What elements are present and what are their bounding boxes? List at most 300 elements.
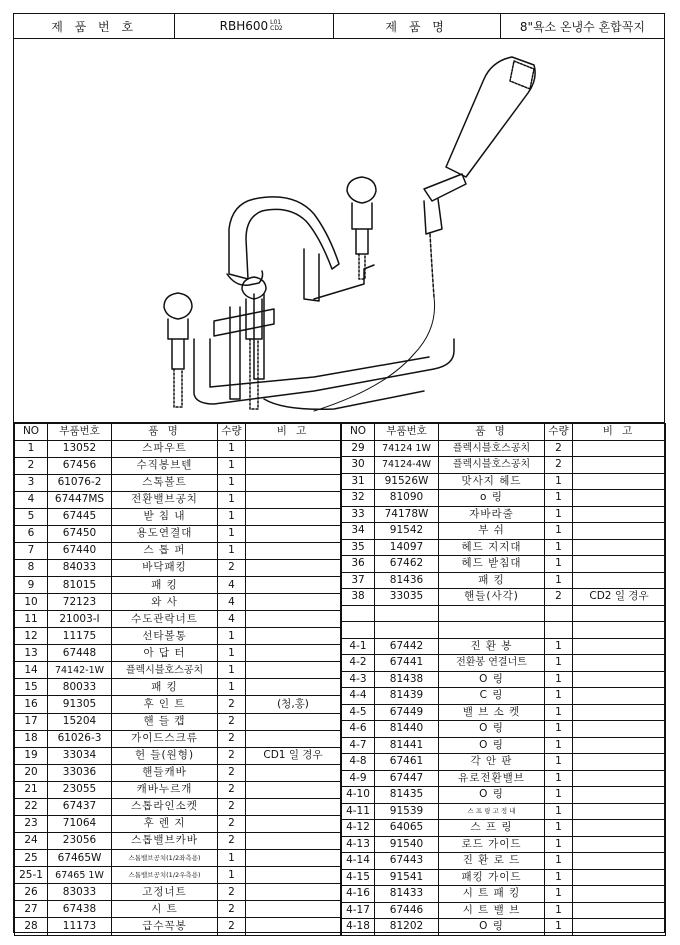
cell-part-no: 23055 <box>48 781 112 798</box>
title-block <box>14 14 664 39</box>
table-row <box>342 853 666 870</box>
table-row <box>15 611 341 628</box>
right-stop-valve <box>347 177 376 279</box>
cell-qty: 1 <box>545 572 573 589</box>
table-row <box>15 798 341 815</box>
cell-qty: 1 <box>218 440 246 457</box>
table-row <box>15 764 341 781</box>
cell-part-no: 81435 <box>375 787 439 804</box>
cell-qty <box>545 622 573 639</box>
cell-no: 4-13 <box>342 836 375 853</box>
table-row <box>342 869 666 886</box>
cell-qty: 1 <box>545 638 573 655</box>
cell-part-no: 67456 <box>48 457 112 474</box>
cell-remark <box>246 884 341 901</box>
cell-remark <box>573 523 666 540</box>
cell-name: 패 킹 <box>112 679 218 696</box>
cell-name: 스 프 링 고 정 내 <box>439 803 545 820</box>
table-row <box>342 440 666 457</box>
cell-qty: 1 <box>545 902 573 919</box>
cell-no: 29 <box>342 440 375 457</box>
cell-name: 헌 들(원형) <box>112 747 218 764</box>
exploded-view-drawing <box>14 39 664 423</box>
cell-name: 스파우트 <box>112 440 218 457</box>
cell-name: 받 침 내 <box>112 508 218 525</box>
table-row <box>342 556 666 573</box>
cell-remark <box>573 473 666 490</box>
cell-name: 용도연결대 <box>112 525 218 542</box>
cell-part-no: 33035 <box>375 589 439 606</box>
cell-no: 24 <box>15 832 48 849</box>
cell-no: 4-15 <box>342 869 375 886</box>
cell-qty: 2 <box>218 918 246 935</box>
cell-remark <box>246 611 341 628</box>
table-row <box>15 781 341 798</box>
cell-part-no: 74178W <box>375 506 439 523</box>
cell-part-no: 81438 <box>375 671 439 688</box>
cell-qty: 2 <box>218 764 246 781</box>
parts-sheet <box>13 13 665 933</box>
cell-part-no: 80033 <box>48 679 112 696</box>
cell-remark <box>246 440 341 457</box>
cell-part-no: 64065 <box>375 820 439 837</box>
cell-name: 고정너트 <box>112 884 218 901</box>
cell-qty: 1 <box>218 525 246 542</box>
cell-name: 핸 들 캡 <box>112 713 218 730</box>
cell-no: 12 <box>15 628 48 645</box>
cell-part-no: 13052 <box>48 440 112 457</box>
cell-no: 1 <box>15 440 48 457</box>
col-name: 품 명 <box>112 424 218 441</box>
cell-name: 와 사 <box>112 594 218 611</box>
cell-remark <box>246 628 341 645</box>
cell-remark <box>573 655 666 672</box>
cell-no: 4-3 <box>342 671 375 688</box>
table-header-row <box>15 424 341 441</box>
cell-part-no: 67441 <box>375 655 439 672</box>
table-row <box>15 867 341 884</box>
cell-remark <box>573 622 666 639</box>
cell-remark <box>573 770 666 787</box>
cell-no: 28 <box>15 918 48 935</box>
cell-qty: 1 <box>545 803 573 820</box>
cell-name: 스 프 링 <box>439 820 545 837</box>
cell-remark <box>573 688 666 705</box>
cell-part-no: 81090 <box>375 490 439 507</box>
cell-name: 로드 가이드 <box>439 836 545 853</box>
cell-remark <box>573 506 666 523</box>
cell-remark <box>246 594 341 611</box>
cell-qty: 2 <box>218 559 246 576</box>
table-row <box>15 815 341 832</box>
cell-no: 4-9 <box>342 770 375 787</box>
cell-no: 4-8 <box>342 754 375 771</box>
table-row <box>15 832 341 849</box>
cell-no: 37 <box>342 572 375 589</box>
table-row <box>15 747 341 764</box>
cell-qty: 4 <box>218 611 246 628</box>
cell-no: 4-11 <box>342 803 375 820</box>
cell-name: 자바라줄 <box>439 506 545 523</box>
cell-part-no: 74142-1W <box>48 662 112 679</box>
cell-qty: 2 <box>218 901 246 918</box>
cell-remark <box>246 901 341 918</box>
cell-part-no: 67438 <box>48 901 112 918</box>
cell-remark <box>573 457 666 474</box>
cell-no: 4 <box>15 491 48 508</box>
table-row <box>342 820 666 837</box>
cell-part-no: 33034 <box>48 747 112 764</box>
cell-remark <box>573 671 666 688</box>
cell-name: 아 답 터 <box>112 645 218 662</box>
table-row <box>15 679 341 696</box>
table-row <box>15 884 341 901</box>
cell-remark <box>573 902 666 919</box>
cell-part-no: 81202 <box>375 919 439 936</box>
cell-qty: 2 <box>218 781 246 798</box>
table-row <box>15 662 341 679</box>
cell-qty: 1 <box>545 787 573 804</box>
cell-part-no: 81433 <box>375 886 439 903</box>
cell-qty: 2 <box>218 696 246 713</box>
table-row <box>342 638 666 655</box>
cell-qty: 2 <box>218 747 246 764</box>
cell-no: 2 <box>15 457 48 474</box>
cell-remark <box>573 721 666 738</box>
table-row <box>15 542 341 559</box>
cell-remark <box>246 679 341 696</box>
table-row <box>15 850 341 867</box>
cell-remark: CD2 일 경우 <box>573 589 666 606</box>
cell-qty: 1 <box>218 867 246 884</box>
table-row <box>15 730 341 747</box>
cell-qty: 1 <box>545 886 573 903</box>
cell-qty: 1 <box>545 671 573 688</box>
cell-remark <box>573 704 666 721</box>
cell-no: 4-5 <box>342 704 375 721</box>
cell-qty: 1 <box>545 490 573 507</box>
cell-part-no: 91541 <box>375 869 439 886</box>
cell-part-no: 21003-I <box>48 611 112 628</box>
table-row <box>342 721 666 738</box>
cell-part-no: 67442 <box>375 638 439 655</box>
col-no: NO <box>15 424 48 441</box>
product-no-text: RBH600 <box>219 19 269 33</box>
cell-part-no: 67449 <box>375 704 439 721</box>
cell-remark <box>573 886 666 903</box>
cell-remark <box>573 820 666 837</box>
cell-name: 부 쉬 <box>439 523 545 540</box>
col-remark: 비 고 <box>573 424 666 441</box>
cell-remark <box>573 556 666 573</box>
product-variant-codes: L01 CD2 <box>270 19 283 32</box>
hand-shower <box>424 57 535 297</box>
cell-name: 핸들캐바 <box>112 764 218 781</box>
table-row <box>342 572 666 589</box>
cell-name: O 링 <box>439 919 545 936</box>
table-row <box>342 886 666 903</box>
cell-name: 스 톱 퍼 <box>112 542 218 559</box>
table-row <box>342 622 666 639</box>
cell-part-no: 81441 <box>375 737 439 754</box>
cell-no: 4-16 <box>342 886 375 903</box>
cell-qty: 1 <box>218 850 246 867</box>
col-name: 품 명 <box>439 424 545 441</box>
product-name-value: 8"욕소 온냉수 혼합꼭지 <box>519 19 645 34</box>
cell-no: 20 <box>15 764 48 781</box>
cell-qty: 2 <box>545 589 573 606</box>
cell-remark <box>246 918 341 935</box>
cell-name: 전환봉 연결너트 <box>439 655 545 672</box>
col-part-no: 부품번호 <box>375 424 439 441</box>
cell-remark <box>246 457 341 474</box>
table-row <box>15 491 341 508</box>
cell-name <box>439 605 545 622</box>
cell-no: 4-4 <box>342 688 375 705</box>
cell-name: 패 킹 <box>112 577 218 594</box>
cell-remark <box>246 764 341 781</box>
cell-qty: 2 <box>218 815 246 832</box>
cell-part-no: 81440 <box>375 721 439 738</box>
cell-part-no: 71064 <box>48 815 112 832</box>
table-row <box>342 919 666 936</box>
cell-no: 23 <box>15 815 48 832</box>
cell-name: 가이드스크류 <box>112 730 218 747</box>
cell-no: 4-6 <box>342 721 375 738</box>
cell-qty: 1 <box>545 721 573 738</box>
cell-qty: 2 <box>218 713 246 730</box>
cell-part-no: 67461 <box>375 754 439 771</box>
cell-qty: 1 <box>545 737 573 754</box>
cell-qty: 2 <box>545 440 573 457</box>
cell-remark <box>573 787 666 804</box>
table-row <box>15 696 341 713</box>
cell-name: O 링 <box>439 787 545 804</box>
table-row <box>15 577 341 594</box>
cell-no: 7 <box>15 542 48 559</box>
table-row <box>15 628 341 645</box>
cell-remark <box>573 803 666 820</box>
left-stop-valve <box>164 293 192 407</box>
cell-no: 31 <box>342 473 375 490</box>
cell-part-no <box>375 622 439 639</box>
cell-no: 14 <box>15 662 48 679</box>
table-row <box>342 671 666 688</box>
faucet-assembly-illustration <box>14 39 664 422</box>
cell-name: 헤드 지지대 <box>439 539 545 556</box>
cell-remark <box>573 440 666 457</box>
cell-no: 18 <box>15 730 48 747</box>
cell-no: 21 <box>15 781 48 798</box>
product-no-value <box>175 14 333 38</box>
cell-qty: 2 <box>545 457 573 474</box>
table-row <box>342 737 666 754</box>
table-row <box>15 901 341 918</box>
cell-name: O 링 <box>439 737 545 754</box>
table-row <box>342 704 666 721</box>
cell-qty: 1 <box>545 820 573 837</box>
cell-no: 6 <box>15 525 48 542</box>
col-part-no: 부품번호 <box>48 424 112 441</box>
cell-part-no: 83033 <box>48 884 112 901</box>
cell-remark <box>246 577 341 594</box>
cell-no: 33 <box>342 506 375 523</box>
cell-qty: 1 <box>218 662 246 679</box>
table-row <box>15 559 341 576</box>
cell-remark: (청,홍) <box>246 696 341 713</box>
cell-no: 8 <box>15 559 48 576</box>
cell-remark <box>246 713 341 730</box>
cell-name: 바닥패킹 <box>112 559 218 576</box>
cell-part-no: 81439 <box>375 688 439 705</box>
cell-remark <box>573 853 666 870</box>
cell-name: 급수꼭봉 <box>112 918 218 935</box>
cell-name: 헤드 받침대 <box>439 556 545 573</box>
cell-part-no: 91526W <box>375 473 439 490</box>
cell-part-no: 67450 <box>48 525 112 542</box>
cell-name: 플렉시블호스공치 <box>439 457 545 474</box>
table-row <box>342 836 666 853</box>
table-row <box>15 474 341 491</box>
cell-no: 32 <box>342 490 375 507</box>
cell-no: 4-10 <box>342 787 375 804</box>
cell-name: 수직봉브텐 <box>112 457 218 474</box>
cell-qty: 1 <box>545 556 573 573</box>
table-row <box>342 539 666 556</box>
cell-part-no: 91305 <box>48 696 112 713</box>
table-row <box>342 787 666 804</box>
cell-no: 26 <box>15 884 48 901</box>
cell-name: 플렉시블호스공치 <box>112 662 218 679</box>
cell-name: 전환밸브공치 <box>112 491 218 508</box>
product-name-label: 제 품 명 <box>334 14 501 38</box>
cell-part-no: 33036 <box>48 764 112 781</box>
cell-no: 36 <box>342 556 375 573</box>
cell-no: 3 <box>15 474 48 491</box>
cell-name: 진 환 로 드 <box>439 853 545 870</box>
cell-qty: 1 <box>218 542 246 559</box>
cell-name: 핸들(사각) <box>439 589 545 606</box>
table-row <box>15 645 341 662</box>
cell-part-no: 23056 <box>48 832 112 849</box>
cell-qty: 1 <box>545 523 573 540</box>
cell-qty: 4 <box>218 594 246 611</box>
table-row <box>342 688 666 705</box>
product-no-label: 제 품 번 호 <box>14 14 175 38</box>
cell-part-no <box>375 605 439 622</box>
cell-remark <box>246 832 341 849</box>
cell-no <box>342 622 375 639</box>
cell-no: 4-14 <box>342 853 375 870</box>
cell-part-no: 91540 <box>375 836 439 853</box>
cell-no: 19 <box>15 747 48 764</box>
cell-qty: 4 <box>218 577 246 594</box>
cell-name: 유로전환밸브 <box>439 770 545 787</box>
cell-part-no: 74124 1W <box>375 440 439 457</box>
cell-name: 진 환 봉 <box>439 638 545 655</box>
cell-name: 스톡볼트 <box>112 474 218 491</box>
col-no: NO <box>342 424 375 441</box>
cell-remark <box>246 730 341 747</box>
cell-qty: 1 <box>218 679 246 696</box>
cell-part-no: 67445 <box>48 508 112 525</box>
cell-no: 5 <box>15 508 48 525</box>
table-row <box>342 655 666 672</box>
cell-name: O 링 <box>439 721 545 738</box>
base-pipe-loop <box>194 339 454 404</box>
cell-remark <box>573 869 666 886</box>
table-row <box>342 457 666 474</box>
spout-body <box>229 197 339 279</box>
cell-remark <box>246 525 341 542</box>
cell-part-no: 74124-4W <box>375 457 439 474</box>
cell-qty: 1 <box>218 628 246 645</box>
table-row <box>15 457 341 474</box>
cell-remark <box>246 867 341 884</box>
table-row <box>342 770 666 787</box>
cell-qty: 1 <box>218 645 246 662</box>
cell-no: 15 <box>15 679 48 696</box>
cell-qty: 1 <box>545 655 573 672</box>
cell-no: 16 <box>15 696 48 713</box>
table-row <box>342 473 666 490</box>
cell-part-no: 15204 <box>48 713 112 730</box>
cell-no: 4-18 <box>342 919 375 936</box>
cell-no: 22 <box>15 798 48 815</box>
table-row <box>342 754 666 771</box>
cell-remark <box>246 491 341 508</box>
cell-no: 30 <box>342 457 375 474</box>
cell-no: 11 <box>15 611 48 628</box>
cell-no: 34 <box>342 523 375 540</box>
cell-qty: 1 <box>218 508 246 525</box>
cell-no: 10 <box>15 594 48 611</box>
hose <box>314 297 435 411</box>
cell-no: 4-17 <box>342 902 375 919</box>
cell-qty: 1 <box>545 770 573 787</box>
cell-qty: 1 <box>545 506 573 523</box>
cell-name: O 링 <box>439 671 545 688</box>
cell-qty: 1 <box>545 473 573 490</box>
cell-name: 패킹 가이드 <box>439 869 545 886</box>
cell-part-no: 91542 <box>375 523 439 540</box>
cell-name: 스톱밸브카바 <box>112 832 218 849</box>
cell-no: 4-2 <box>342 655 375 672</box>
cell-no: 9 <box>15 577 48 594</box>
cell-part-no: 11175 <box>48 628 112 645</box>
cell-qty: 1 <box>545 919 573 936</box>
table-row <box>342 490 666 507</box>
table-row <box>15 713 341 730</box>
cell-name: 각 안 판 <box>439 754 545 771</box>
table-row <box>342 605 666 622</box>
cell-qty: 1 <box>218 457 246 474</box>
cell-name: 밸 브 소 켓 <box>439 704 545 721</box>
cell-part-no: 14097 <box>375 539 439 556</box>
cell-remark <box>573 605 666 622</box>
cell-part-no: 67465 1W <box>48 867 112 884</box>
cell-remark <box>246 508 341 525</box>
cell-name: 후 인 트 <box>112 696 218 713</box>
cell-part-no: 67437 <box>48 798 112 815</box>
vertical-pipe-right <box>304 249 319 301</box>
cell-qty: 1 <box>545 836 573 853</box>
cell-name <box>439 622 545 639</box>
cell-remark: CD1 일 경우 <box>246 747 341 764</box>
cell-name: 맛사지 헤드 <box>439 473 545 490</box>
cross-pipe-top <box>214 309 274 336</box>
cell-part-no: 81436 <box>375 572 439 589</box>
